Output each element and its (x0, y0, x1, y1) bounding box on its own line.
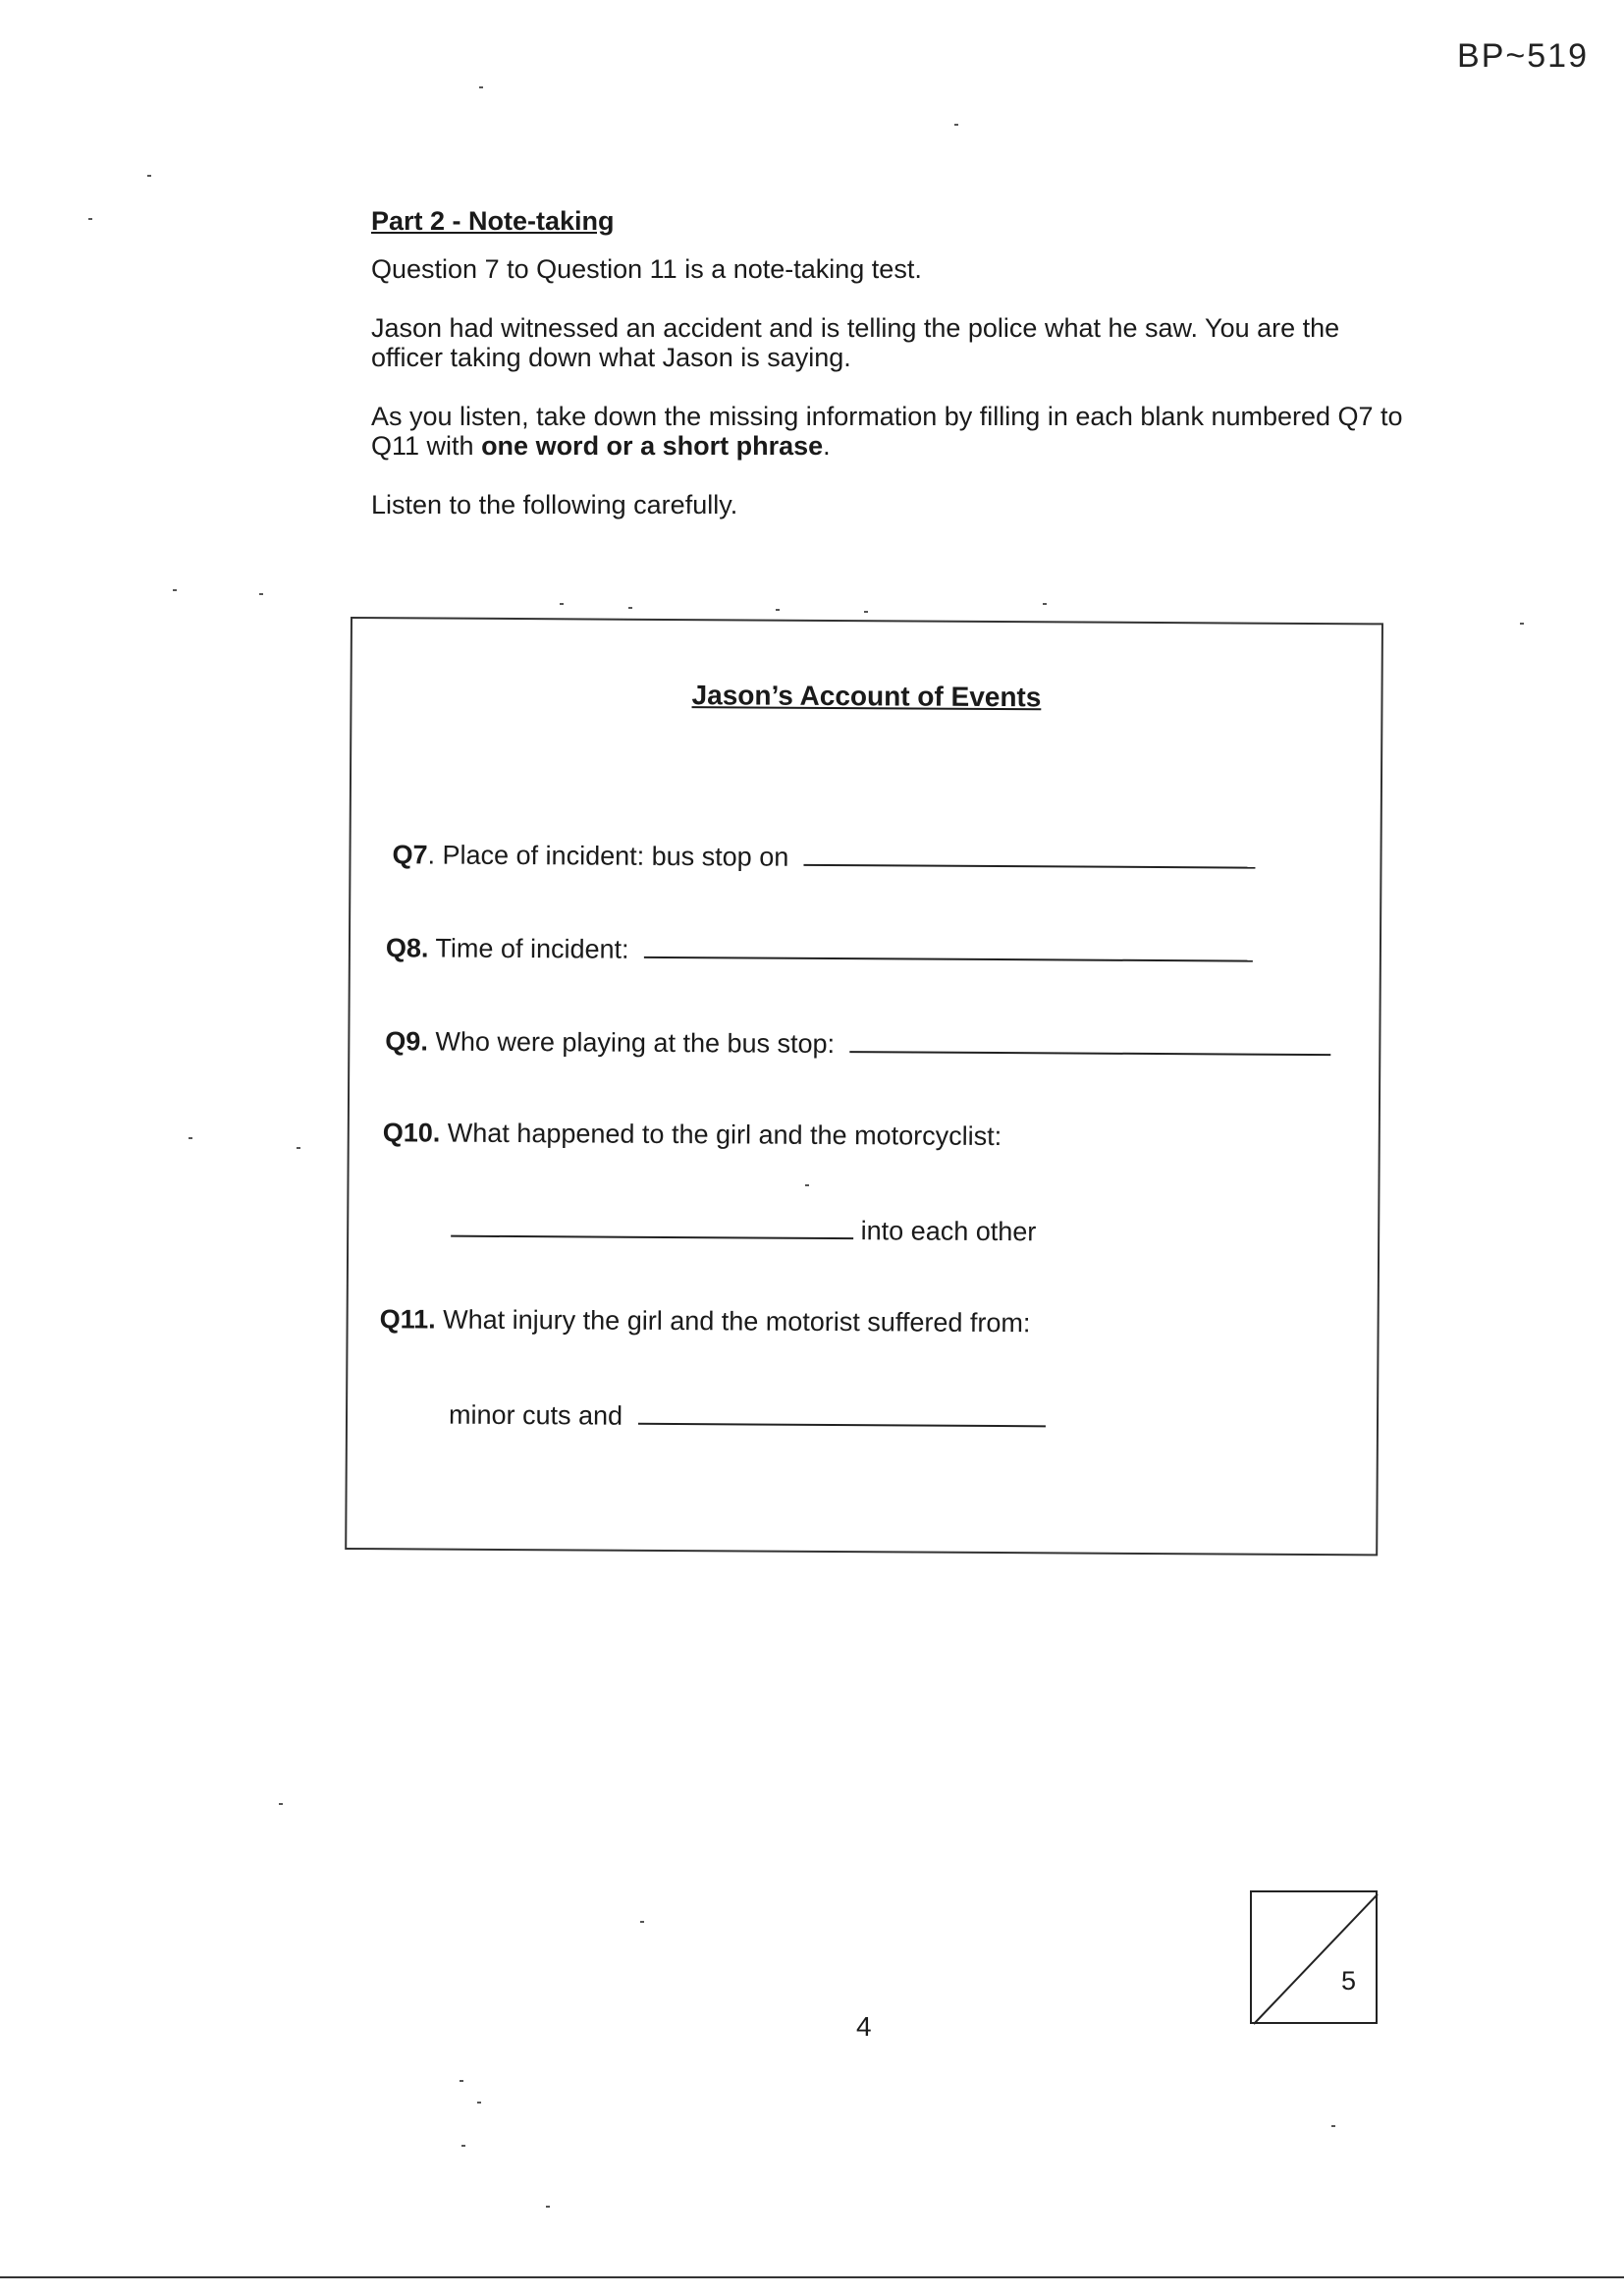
section-title: Part 2 - Note-taking (371, 206, 615, 236)
question-text: What happened to the girl and the motorcyclist: (440, 1118, 1002, 1152)
scan-speck (560, 603, 564, 605)
question-text: Time of incident: (428, 933, 629, 964)
scan-speck (297, 1147, 300, 1149)
scan-speck (479, 86, 483, 88)
scan-speck (461, 2145, 465, 2147)
answer-blank-q8[interactable] (644, 933, 1253, 962)
question-q8 (386, 931, 1253, 968)
part-2-section (371, 206, 1412, 549)
page-code: BP~519 (1457, 37, 1589, 75)
question-number: Q10. (382, 1118, 441, 1148)
question-number: Q8. (385, 933, 429, 963)
scan-speck (864, 611, 868, 613)
answer-blank-q11[interactable] (638, 1399, 1046, 1428)
scan-speck (279, 1803, 283, 1805)
question-text: Who were playing at the bus stop: (427, 1026, 836, 1060)
question-q7 (392, 838, 1255, 875)
scan-speck (628, 607, 632, 609)
scan-speck (546, 2206, 550, 2208)
question-number: Q9. (385, 1026, 428, 1057)
scan-speck (147, 175, 151, 177)
answer-line-q10 (451, 1212, 1036, 1248)
intro-text: Question 7 to Question 11 is a note-taking test. (371, 254, 922, 284)
question-q10 (383, 1118, 1002, 1152)
answer-blank-q10[interactable] (451, 1212, 853, 1240)
question-text: What injury the girl and the motorist suffered from: (435, 1304, 1031, 1339)
instruction-text (371, 402, 1412, 461)
score-value: 5 (1340, 1966, 1356, 1995)
answer-blank-q9[interactable] (850, 1027, 1331, 1056)
question-q11 (380, 1304, 1031, 1339)
diagonal-line (1252, 1892, 1380, 2026)
instruction-bold: one word or a short phrase (481, 431, 824, 461)
score-box (1250, 1890, 1378, 2024)
scan-speck (954, 124, 958, 126)
scan-speck (477, 2102, 481, 2104)
q11-answer-prefix: minor cuts and (448, 1399, 623, 1431)
scan-speck (776, 609, 780, 611)
instruction-suffix: . (823, 431, 831, 461)
scan-speck (88, 218, 92, 220)
scan-speck (173, 589, 177, 591)
scan-speck (460, 2080, 463, 2082)
scan-speck (259, 593, 263, 595)
question-number: Q11. (379, 1304, 436, 1335)
bottom-rule (0, 2276, 1624, 2278)
scan-speck (189, 1137, 192, 1139)
question-number: Q7 (392, 840, 428, 870)
instruction-prefix: As you listen, take down the missing information by filling in each blank numbered Q7 to Q11 with (371, 402, 1403, 461)
q10-answer-suffix: into each other (860, 1216, 1037, 1247)
scan-speck (805, 1184, 809, 1186)
listen-text: Listen to the following carefully. (371, 490, 738, 519)
scan-speck (1331, 2125, 1335, 2127)
scan-speck (640, 1921, 644, 1923)
answer-blank-q7[interactable] (804, 841, 1256, 869)
scan-speck (1520, 623, 1524, 625)
answer-line-q11 (449, 1398, 1046, 1435)
question-text: . Place of incident: bus stop on (427, 840, 789, 872)
account-title: Jason’s Account of Events (691, 680, 1042, 713)
scan-speck (1043, 603, 1047, 605)
page-number: 4 (856, 2011, 872, 2042)
account-box (345, 617, 1383, 1556)
question-q9 (385, 1024, 1330, 1063)
scenario-text: Jason had witnessed an accident and is telling the police what he saw. You are the officer taking down what Jason is saying. (371, 313, 1340, 372)
